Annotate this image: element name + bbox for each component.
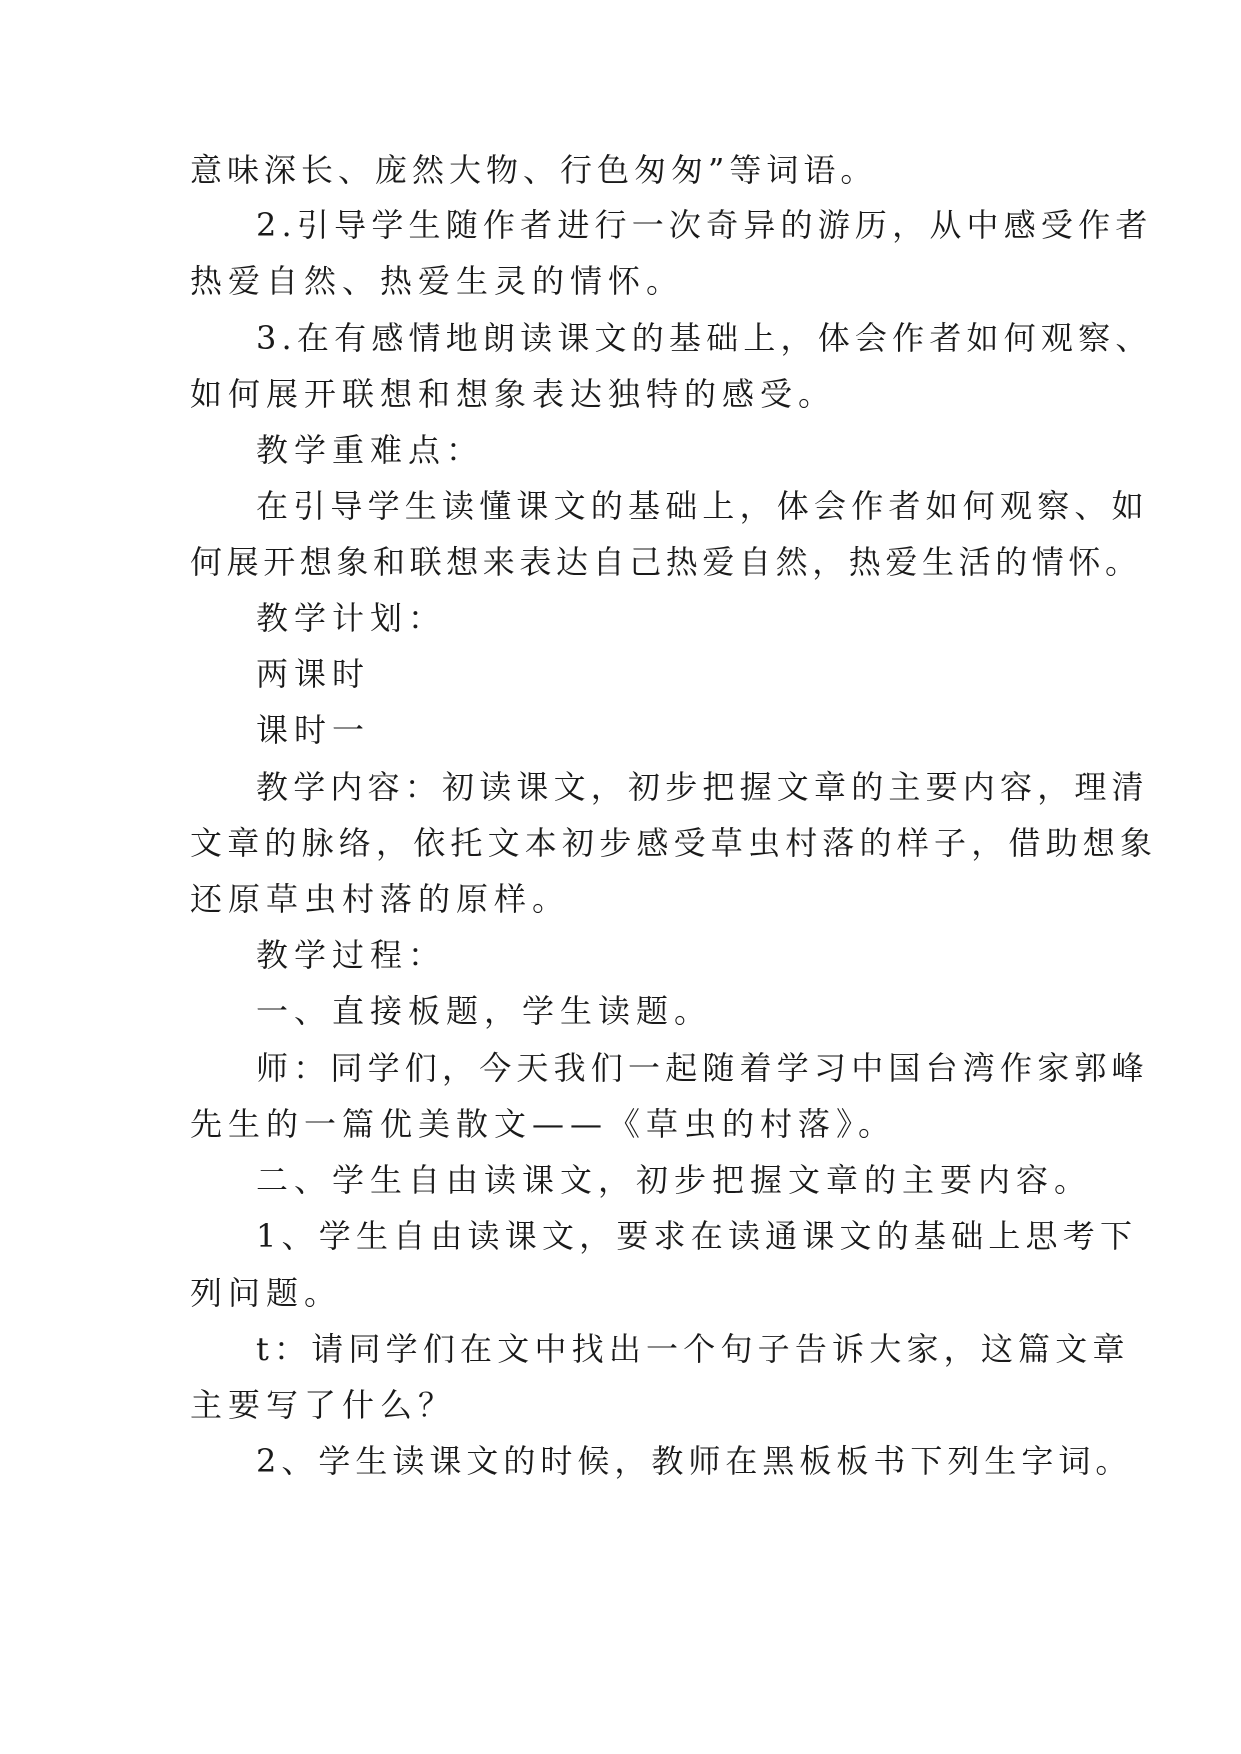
- text-line: 两课时: [256, 655, 371, 693]
- section-heading: 教学重难点：: [256, 431, 485, 469]
- text-line: 3.在有感情地朗读课文的基础上，体会作者如何观察、: [256, 319, 1153, 357]
- section-heading: 教学计划：: [256, 599, 447, 637]
- text-line: 一、直接板题，学生读题。: [256, 992, 713, 1030]
- section-heading: 教学过程：: [256, 936, 447, 974]
- text-line: 教学内容：初读课文，初步把握文章的主要内容，理清: [256, 768, 1149, 806]
- text-line: 列问题。: [190, 1274, 343, 1312]
- text-line: 二、学生自由读课文，初步把握文章的主要内容。: [256, 1161, 1093, 1199]
- text-line: 1、学生自由读课文，要求在读通课文的基础上思考下: [256, 1217, 1138, 1255]
- text-line: 如何展开联想和想象表达独特的感受。: [190, 375, 837, 413]
- text-line: 先生的一篇优美散文——《草虫的村落》。: [190, 1105, 897, 1143]
- section-heading: 课时一: [256, 711, 371, 749]
- text-line: 2.引导学生随作者进行一次奇异的游历，从中感受作者: [256, 206, 1153, 244]
- text-line: 2、学生读课文的时候，教师在黑板板书下列生字词。: [256, 1442, 1133, 1480]
- text-line: t：请同学们在文中找出一个句子告诉大家，这篇文章: [256, 1330, 1130, 1368]
- text-line: 文章的脉络，依托文本初步感受草虫村落的样子，借助想象: [190, 824, 1158, 862]
- text-line: 意味深长、庞然大物、行色匆匆”等词语。: [190, 151, 878, 189]
- text-line: 主要写了什么？: [190, 1386, 457, 1424]
- text-line: 热爱自然、热爱生灵的情怀。: [190, 262, 685, 300]
- text-line: 师：同学们，今天我们一起随着学习中国台湾作家郭峰: [256, 1049, 1149, 1087]
- text-line: 在引导学生读懂课文的基础上，体会作者如何观察、如: [256, 487, 1149, 525]
- text-line: 何展开想象和联想来表达自己热爱自然，热爱生活的情怀。: [190, 543, 1142, 581]
- text-line: 还原草虫村落的原样。: [190, 880, 571, 918]
